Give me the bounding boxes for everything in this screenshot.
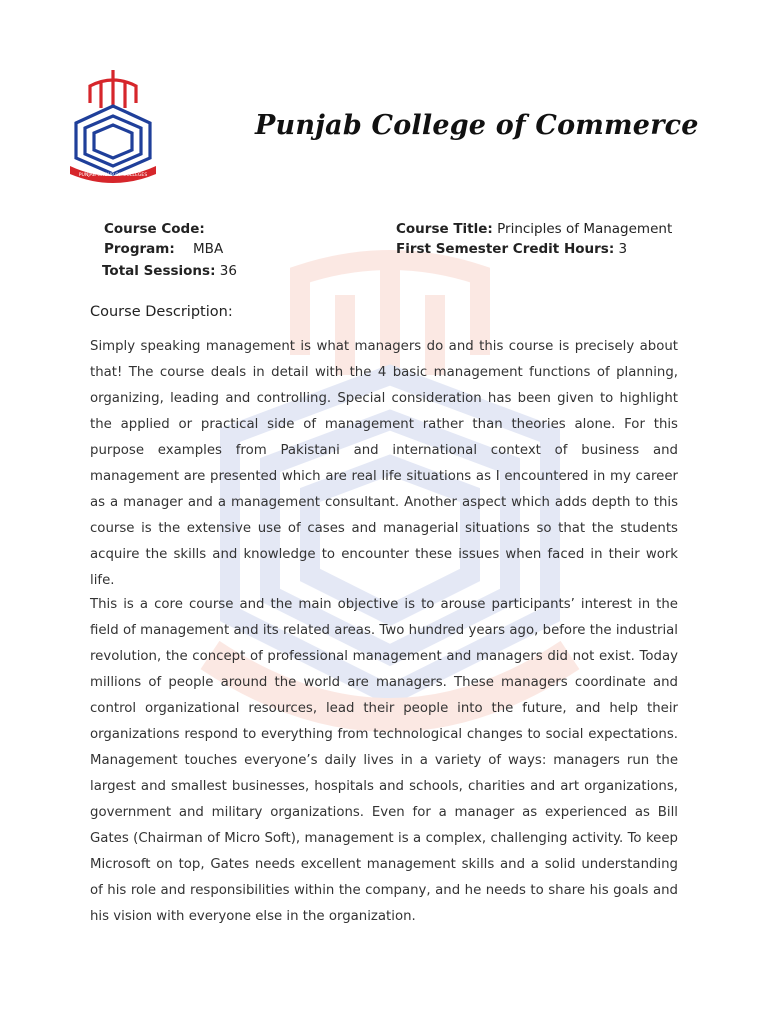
sessions-label: Total Sessions: [102, 263, 216, 279]
college-logo-icon [68, 68, 158, 188]
course-title [396, 221, 672, 237]
course-description-heading: Course Description: [90, 304, 233, 320]
college-title: Punjab College of Commerce [255, 110, 699, 141]
course-title-value: Principles of Management [497, 221, 673, 237]
credit-hours [396, 241, 627, 257]
total-sessions [102, 263, 237, 279]
program [104, 241, 223, 257]
program-value: MBA [193, 241, 224, 257]
description-paragraph-2: This is a core course and the main objective is to arouse participants’ interest in the field of management and its related areas. Two hundred years ago, before the industrial revolution, the concept of professional management and managers did not exist. Today millions of people around the world are managers. These managers coordinate and control organizational resources, lead their people into the future, and help their organizations respond to everything from technological changes to social expectations. Management touches everyone’s daily lives in a variety of ways: managers run the largest and smallest businesses, hospitals and schools, charities and art organizations, government and military organizations. Even for a manager as experienced as Bill Gates (Chairman of Micro Soft), management is a complex, challenging activity. To keep Microsoft on top, Gates needs excellent management skills and a solid understanding of his role and responsibilities within the company, and he needs to share his goals and his vision with everyone else in the organization. [90, 597, 678, 924]
sessions-value: 36 [219, 263, 237, 279]
logo-text: PUNJAB GROUP OF COLLEGES [78, 173, 148, 178]
credit-hours-value: 3 [618, 241, 628, 257]
description-paragraph-1: Simply speaking management is what managers do and this course is precisely about that! The course deals in detail with the 4 basic management functions of planning, organizing, leading and controlling. Special consideration has been given to highlight the applied or practical side of management rather than theories alone. For this purpose examples from Pakistani and international context of business and management are presented which are real life situations as I encountered in my career as a manager and a management consultant. Another aspect which adds depth to this course is the extensive use of cases and managerial situations so that the students acquire the skills and knowledge to encounter these issues when faced in their work life. [90, 339, 678, 588]
program-label: Program: [104, 241, 175, 257]
course-code-label: Course Code: [104, 221, 205, 237]
semester-label: First Semester Credit Hours: [396, 241, 615, 257]
course-title-label: Course Title: [396, 221, 493, 237]
course-code [104, 221, 205, 237]
